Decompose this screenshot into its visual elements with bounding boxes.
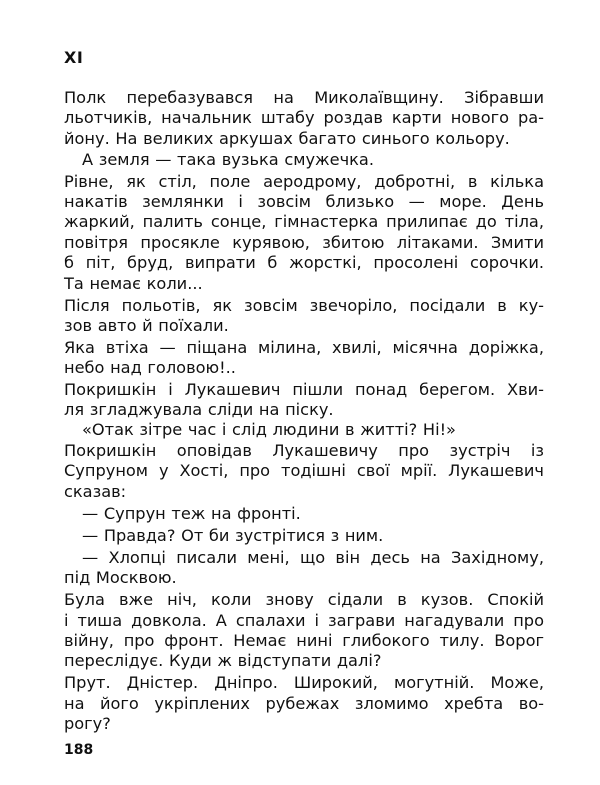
text-line: льотчиків, начальник штабу роздав карти нового ра- xyxy=(64,108,544,127)
chapter-number: XI xyxy=(64,48,84,67)
text-line: Рівне, як стіл, поле аеродрому, добротні, в кілька xyxy=(64,172,544,191)
text-line: йону. На великих аркушах багато синього кольору. xyxy=(64,129,510,148)
text-line: накатів землянки і зовсім близько — море. День xyxy=(64,192,544,211)
text-line: небо над головою!.. xyxy=(64,358,236,377)
text-line: і тиша довкола. А спалахи і заграви нагадували про xyxy=(64,611,544,630)
text-line: Яка втіха — піщана мілина, хвилі, місячна доріжка, xyxy=(64,338,544,357)
text-line: на його укріплених рубежах зломимо хребта во- xyxy=(64,694,544,713)
text-line: Після польотів, як зовсім звечоріло, посідали в ку- xyxy=(64,296,544,315)
text-line: Полк перебазувався на Миколаївщину. Зібравши xyxy=(64,88,544,107)
text-line: «Отак зітре час і слід людини в житті? Ні!» xyxy=(82,420,456,439)
text-line: сказав: xyxy=(64,482,127,501)
text-line: Прут. Дністер. Дніпро. Широкий, могутній. Може, xyxy=(64,673,544,692)
text-line: — Супрун теж на фронті. xyxy=(82,504,301,523)
text-line: під Москвою. xyxy=(64,568,177,587)
text-line: переслідує. Куди ж відступати далі? xyxy=(64,651,382,670)
text-line: — Правда? От би зустрітися з ним. xyxy=(82,526,384,545)
text-line: повітря просякле курявою, збитою літаками. Змити xyxy=(64,233,544,252)
text-line: ля згладжувала сліди на піску. xyxy=(64,400,334,419)
text-line: жаркий, палить сонце, гімнастерка прилипає до тіла, xyxy=(64,212,544,231)
text-line: б піт, бруд, випрати б жорсткі, просолені сорочки. xyxy=(64,253,544,272)
text-line: війну, про фронт. Немає нині глибокого тилу. Ворог xyxy=(64,631,544,650)
text-line: А земля — така вузька смужечка. xyxy=(82,150,375,169)
text-line: — Хлопці писали мені, що він десь на Західному, xyxy=(82,548,544,567)
page-number: 188 xyxy=(64,742,94,758)
text-line: Покришкін і Лукашевич пішли понад берегом. Хви- xyxy=(64,380,544,399)
text-line: Супруном у Хості, про тодішні свої мрії. Лукашевич xyxy=(64,461,544,480)
text-line: Була вже ніч, коли знову сідали в кузов. Спокій xyxy=(64,590,544,609)
text-line: Покришкін оповідав Лукашевичу про зустріч із xyxy=(64,441,544,460)
text-line: Та немає коли... xyxy=(64,274,203,293)
text-line: зов авто й поїхали. xyxy=(64,316,229,335)
text-line: рогу? xyxy=(64,714,111,733)
